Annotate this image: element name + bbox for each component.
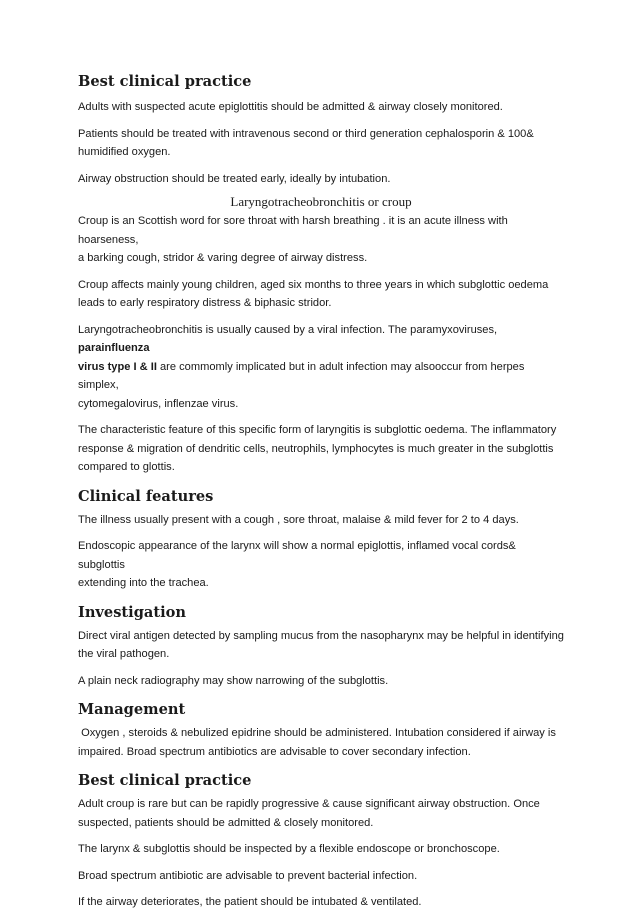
text-line: Laryngotracheobronchitis is usually caused by a viral infection. The paramyxoviruses, (78, 323, 498, 336)
text-line: humidified oxygen. (78, 146, 171, 158)
text-line: response & migration of dendritic cells, neutrophils, lymphocytes is much greater in the subglottis (78, 442, 554, 455)
paragraph (78, 893, 564, 912)
paragraph (78, 537, 564, 593)
text-line: Adult croup is rare but can be rapidly progressive & cause significant airway obstruction. Once (78, 798, 540, 810)
document-page (78, 72, 564, 912)
bold-text: parainfluenza (78, 342, 150, 354)
paragraph (78, 321, 564, 414)
section-heading-management: Management (78, 701, 186, 718)
paragraph (78, 672, 564, 691)
text-line: Croup is an Scottish word for sore throat with harsh breathing . it is an acute illness with hoarseness, (78, 215, 508, 246)
text-line: Broad spectrum antibiotic are advisable to prevent bacterial infection. (78, 869, 418, 882)
paragraph (78, 276, 564, 313)
text-line: a barking cough, stridor & varing degree of airway distress. (78, 252, 368, 264)
section-heading-best-clinical-practice: Best clinical practice (78, 73, 252, 90)
text-line: Direct viral antigen detected by sampling mucus from the nasopharynx may be helpful in identifying (78, 629, 564, 642)
text-line: The illness usually present with a cough , sore throat, malaise & mild fever for 2 to 4 days. (78, 513, 519, 526)
paragraph (78, 170, 564, 189)
paragraph (78, 212, 564, 268)
text-line: cytomegalovirus, inflenzae virus. (78, 397, 239, 410)
paragraph (78, 627, 564, 664)
paragraph (78, 724, 564, 761)
paragraph (78, 867, 564, 886)
text-line: A plain neck radiography may show narrowing of the subglottis. (78, 674, 389, 687)
text-line: compared to glottis. (78, 461, 175, 473)
text-line: extending into the trachea. (78, 577, 209, 589)
section-heading-investigation: Investigation (78, 603, 186, 621)
bold-text: virus type I & II (78, 360, 157, 373)
paragraph (78, 125, 564, 162)
text-line: The characteristic feature of this specific form of laryngitis is subglottic oedema. The inflammatory (78, 424, 557, 436)
text-line: Adults with suspected acute epiglottitis should be admitted & airway closely monitored. (78, 101, 503, 113)
text-line: Patients should be treated with intravenous second or third generation cephalosporin & 100& (78, 127, 534, 140)
section-heading-best-clinical-practice-2: Best clinical practice (78, 772, 252, 789)
text-line: Airway obstruction should be treated early, ideally by intubation. (78, 172, 391, 185)
paragraph (78, 795, 564, 832)
text-line: Endoscopic appearance of the larynx will show a normal epiglottis, inflamed vocal cords& subglottis (78, 540, 516, 571)
text-line: Croup affects mainly young children, aged six months to three years in which subglottic oedema (78, 278, 549, 291)
text-line: If the airway deteriorates, the patient should be intubated & ventilated. (78, 896, 422, 908)
text-line: the viral pathogen. (78, 648, 170, 660)
text-line: The larynx & subglottis should be inspected by a flexible endoscope or bronchoscope. (78, 843, 500, 855)
paragraph (78, 421, 564, 477)
text-line: Oxygen , steroids & nebulized epidrine should be administered. Intubation considered if airway is (78, 727, 556, 739)
paragraph (78, 98, 564, 117)
text-line: are commomly implicated but in adult infection may alsooccur from herpes simplex, (78, 360, 525, 391)
section-title-croup: Laryngotracheobronchitis or croup (230, 194, 412, 209)
text-line: impaired. Broad spectrum antibiotics are advisable to cover secondary infection. (78, 745, 471, 758)
text-line: suspected, patients should be admitted & closely monitored. (78, 816, 374, 829)
section-heading-clinical-features: Clinical features (78, 487, 214, 505)
text-line: leads to early respiratory distress & biphasic stridor. (78, 297, 332, 309)
paragraph (78, 511, 564, 530)
paragraph (78, 840, 564, 859)
